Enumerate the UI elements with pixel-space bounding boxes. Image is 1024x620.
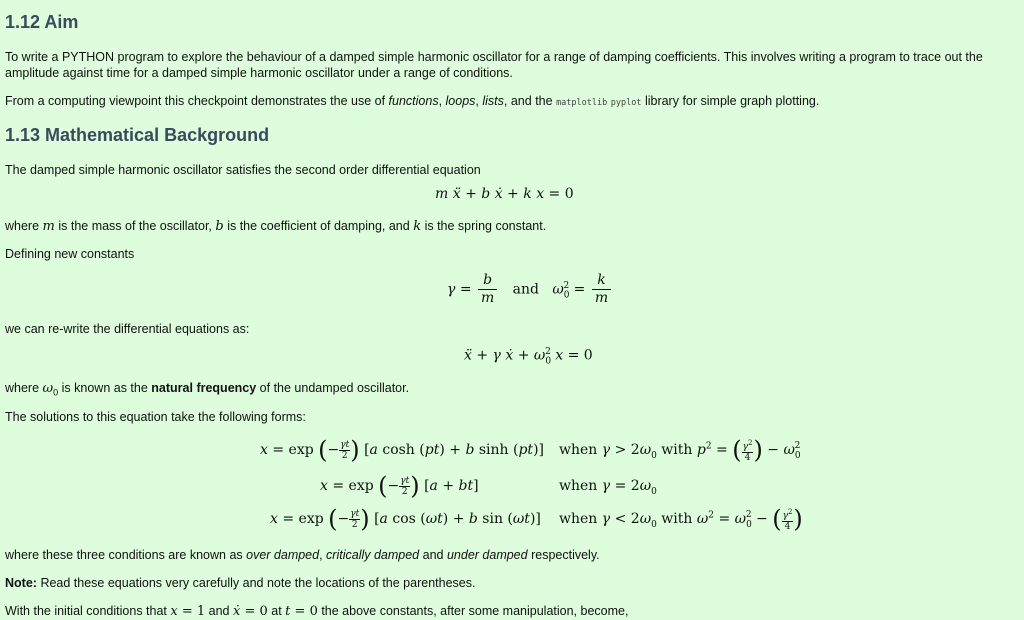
intro-paragraph: The damped simple harmonic oscillator satisfies the second order differential equation <box>5 163 481 177</box>
conditions-and: and <box>422 548 444 562</box>
under-damped-term: under damped <box>446 548 528 562</box>
math-background-heading: 1.13 Mathematical Background <box>5 125 270 145</box>
condition-underdamped: when $\gamma < 2\omega_0$ with $\omega^2 = \omega_0^2$ − ( $\frac{\gamma^2}{4}$ ) <box>559 505 803 533</box>
solutions-intro: The solutions to this equation take the following forms: <box>5 410 306 424</box>
conditions-prefix: where these three conditions are known as <box>5 548 243 562</box>
where-prefix: where <box>5 219 40 233</box>
note-label: Note: <box>5 576 37 590</box>
solution-overdamped: x = exp (− $\frac{\gamma t}{2}$ ) [a cosh (pt) + b sinh (pt)] <box>260 436 544 464</box>
note-paragraph <box>5 575 475 591</box>
aim-computing-prefix: From a computing viewpoint this checkpoint demonstrates the use of <box>5 94 386 108</box>
aim-paragraph: To write a PYTHON program to explore the behaviour of a damped simple harmonic oscillator for a range of damping coefficients. This involves writing a program to trace out the amplitude against time for a damped simple harmonic oscillator under a range of conditions. <box>5 50 983 80</box>
where-paragraph: where m is the mass of the oscillator, b is the coefficient of damping, and k is the spring constant. <box>5 219 547 234</box>
aim-computing-paragraph: From a computing viewpoint this checkpoint demonstrates the use of functions, loops, lists, and the matplotlib pyplot library for simple graph plotting. <box>5 94 820 108</box>
pyplot-code: pyplot <box>610 98 642 108</box>
critically-damped-term: critically damped <box>326 548 420 562</box>
initial-and: and <box>208 604 230 618</box>
natural-suffix: of the undamped oscillator. <box>259 381 410 395</box>
constants-definition: γ = $\frac{b}{m}$ and $\omega_0^2$ = $\frac{k}{m}$ <box>447 272 613 307</box>
initial-at: at <box>271 604 282 618</box>
where-mass-text: is the mass of the oscillator, <box>58 219 212 233</box>
initial-conditions-paragraph: With the initial conditions that x = 1 and ẋ = 0 at t = 0 the above constants, after some manipulation, become, <box>5 604 629 619</box>
aim-computing-suffix: library for simple graph plotting. <box>644 94 820 108</box>
over-damped-term: over damped <box>246 548 320 562</box>
initial-suffix: the above constants, after some manipulation, become, <box>321 604 629 618</box>
differential-equation: m ẍ + b ẋ + k x = 0 <box>435 186 574 202</box>
lists-term: lists <box>482 94 504 108</box>
condition-overdamped: when $\gamma > 2\omega_0$ with $p^2$ = ( $\frac{\gamma^2}{4}$ ) − $\omega_0^2$ <box>559 436 801 464</box>
loops-term: loops <box>445 94 476 108</box>
when-1: when <box>559 442 598 458</box>
condition-critical: when $\gamma = 2\omega_0$ <box>559 478 657 497</box>
natural-prefix: where <box>5 381 40 395</box>
initial-prefix: With the initial conditions that <box>5 604 167 618</box>
when-2: when <box>559 478 598 494</box>
solution-critical: x = exp (− $\frac{\gamma t}{2}$ ) [a + bt] <box>320 472 479 500</box>
defining-paragraph: Defining new constants <box>5 247 135 261</box>
matplotlib-code: matplotlib <box>556 98 608 108</box>
where-spring-text: is the spring constant. <box>424 219 547 233</box>
conditions-suffix: respectively. <box>531 548 600 562</box>
note-text: Read these equations very carefully and note the locations of the parentheses. <box>40 576 476 590</box>
aim-heading: 1.12 Aim <box>5 12 79 32</box>
conditions-paragraph: where these three conditions are known as over damped, critically damped and under damped respectively. <box>5 548 600 562</box>
functions-term: functions <box>388 94 439 108</box>
solution-underdamped: x = exp (− $\frac{\gamma t}{2}$ ) [a cos (ωt) + b sin (ωt)] <box>270 505 541 533</box>
where-damping-text: is the coefficient of damping, and <box>227 219 410 233</box>
natural-mid: is known as the <box>61 381 148 395</box>
aim-and-the: and the <box>510 94 553 108</box>
when-3: when <box>559 511 598 527</box>
rewrite-paragraph: we can re-write the differential equations as: <box>5 322 250 336</box>
with-3: with <box>661 511 693 527</box>
natural-frequency-paragraph: where $\omega_0$ is known as the natural frequency of the undamped oscillator. <box>5 381 410 398</box>
rewritten-equation: ẍ + γ ẋ + $\omega_0^2$ x = 0 <box>464 347 593 367</box>
natural-frequency-term: natural frequency <box>151 381 257 395</box>
with-1: with <box>661 442 693 458</box>
and-word: and <box>512 281 539 298</box>
